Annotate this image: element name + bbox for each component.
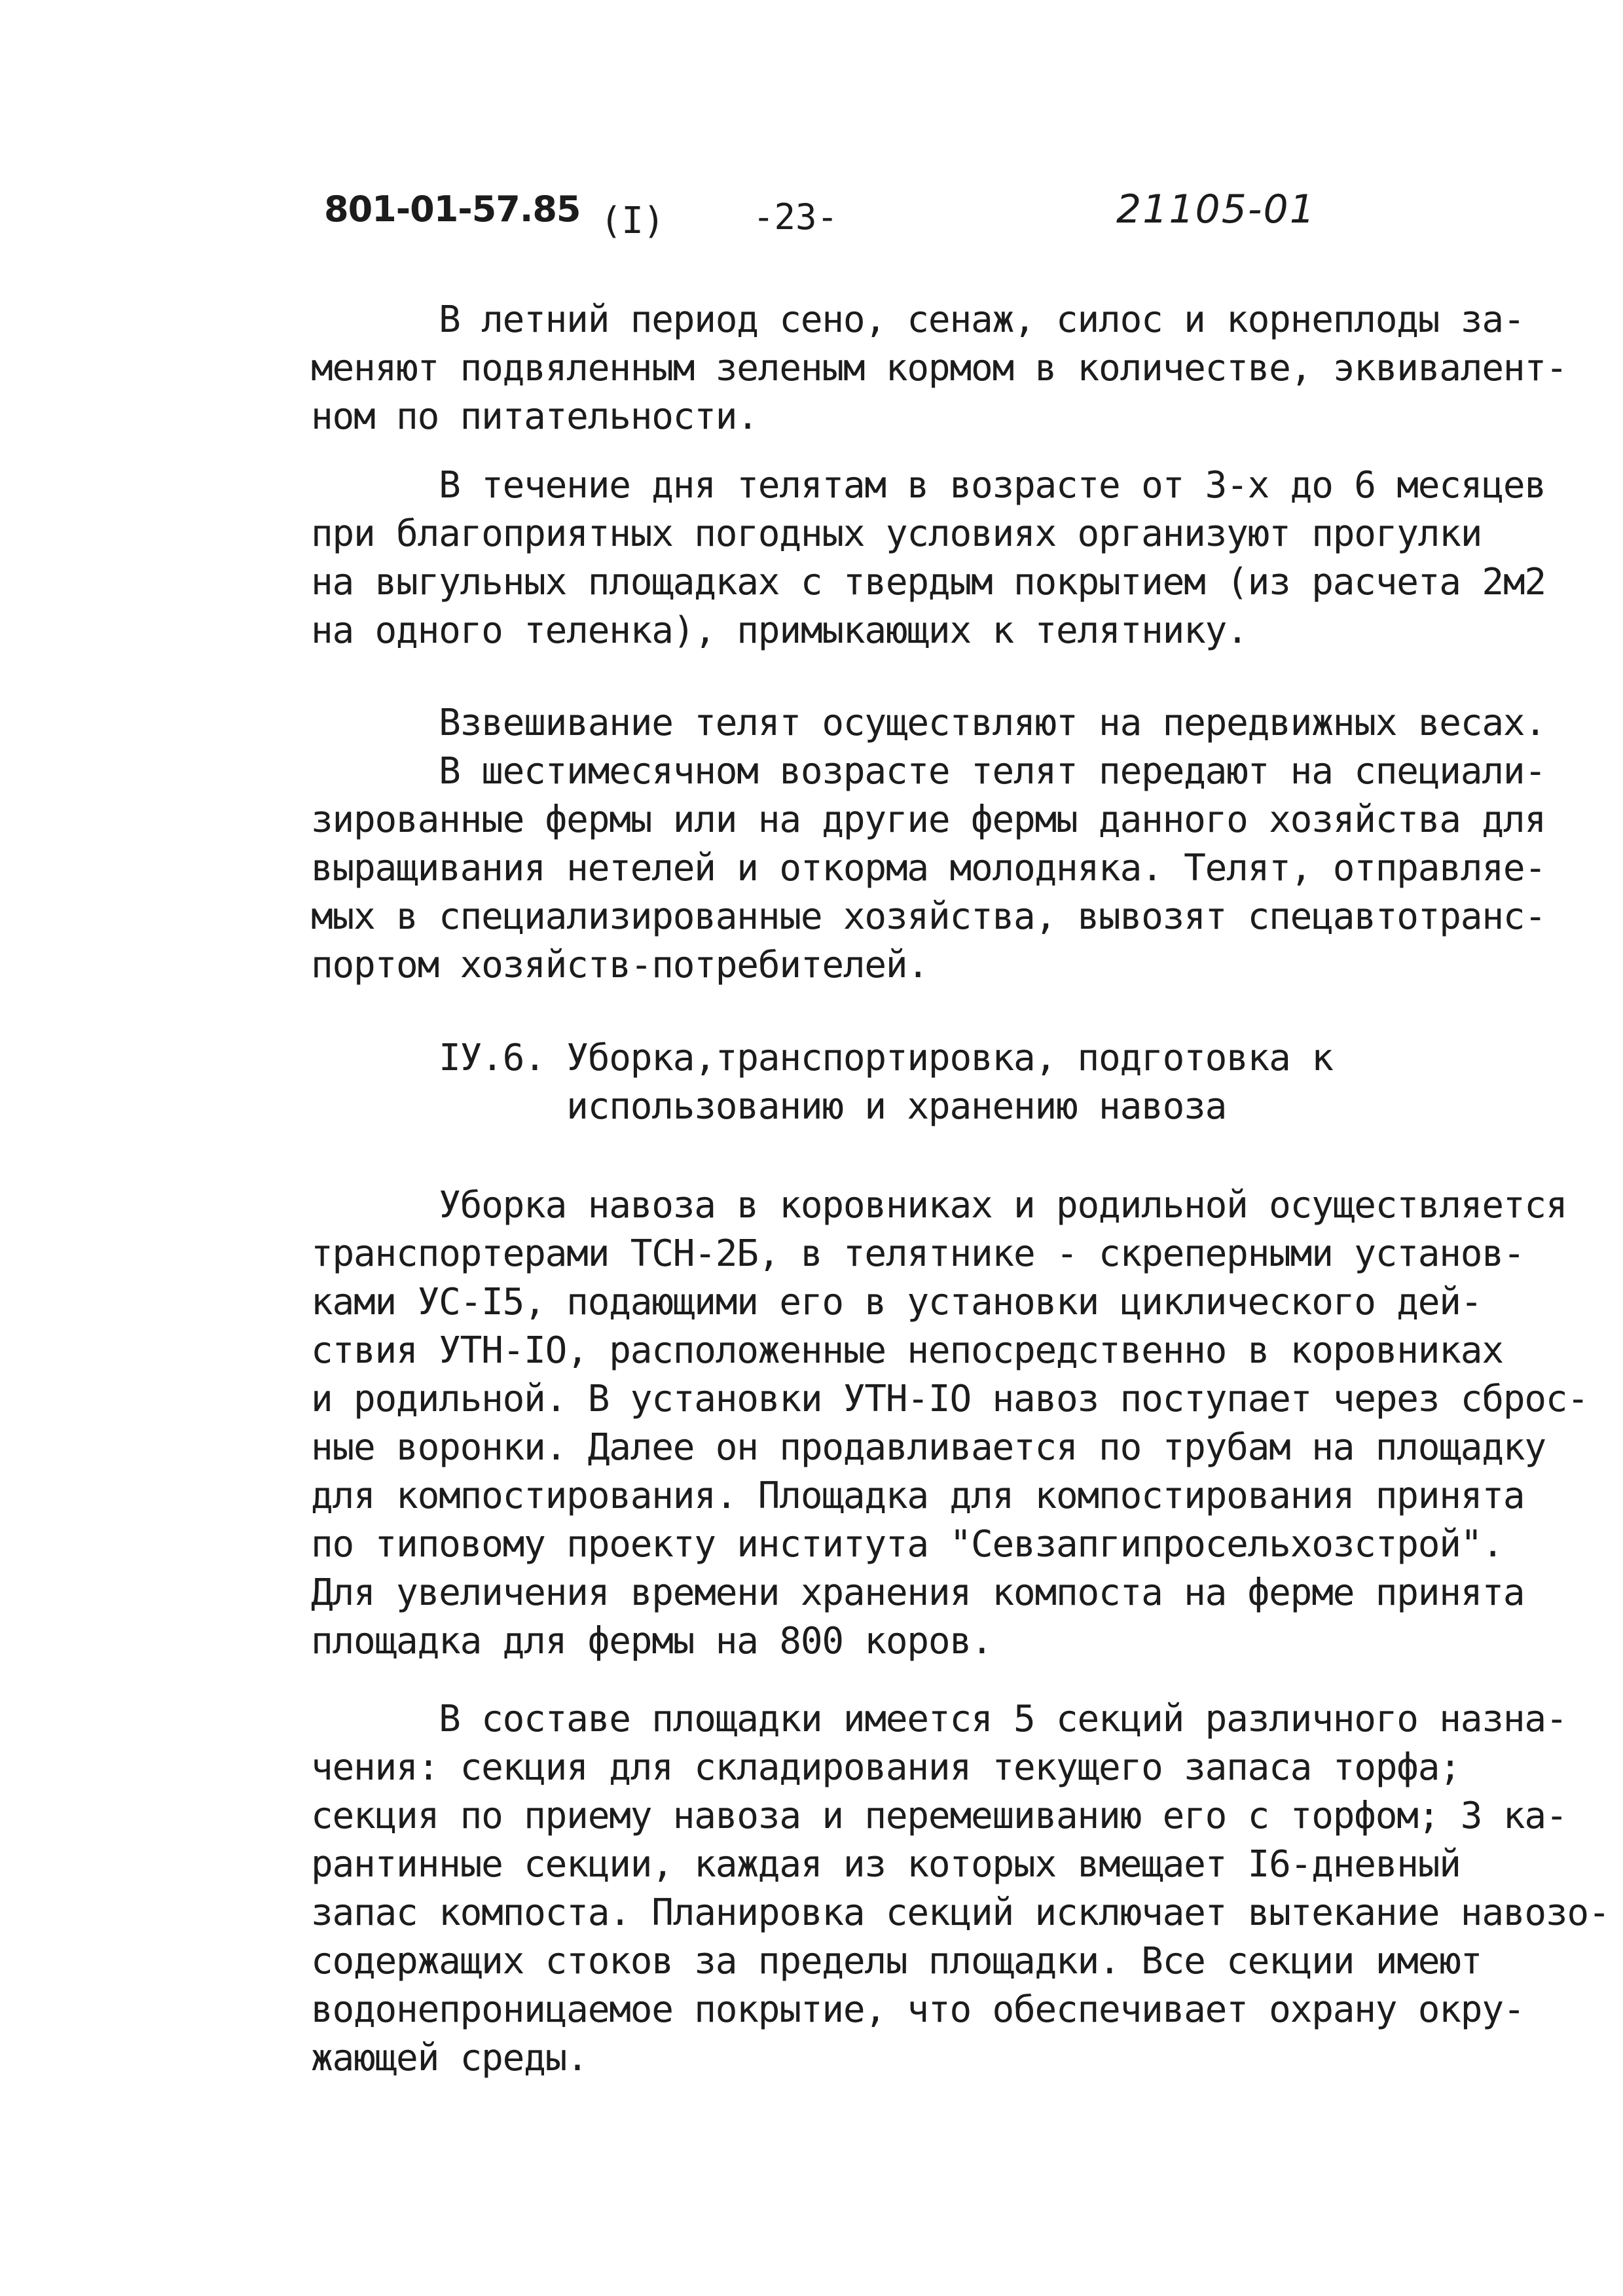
text-line: Для увеличения времени хранения компоста на ферме принята bbox=[311, 1571, 1525, 1614]
text-line: В течение дня телятам в возрасте от 3-х до 6 месяцев bbox=[311, 464, 1546, 507]
heading-line: использованию и хранению навоза bbox=[311, 1085, 1227, 1128]
text-line: В составе площадки имеется 5 секций различного назна- bbox=[311, 1698, 1567, 1740]
text-line: и родильной. В установки УТН-IO навоз поступает через сброс- bbox=[311, 1378, 1588, 1420]
text-line: портом хозяйств-потребителей. bbox=[311, 944, 928, 986]
text-line: запас компоста. Планировка секций исключает вытекание навозо- bbox=[311, 1892, 1610, 1934]
text-line: на выгульных площадках с твердым покрытием (из расчета 2м2 bbox=[311, 561, 1546, 603]
text-line: чения: секция для складирования текущего запаса торфа; bbox=[311, 1746, 1461, 1789]
paragraph-weighing bbox=[311, 699, 1555, 990]
text-line: Взвешивание телят осуществляют на передвижных весах. bbox=[311, 702, 1546, 744]
text-line: жающей среды. bbox=[311, 2037, 588, 2079]
paragraph-summer-feed bbox=[311, 296, 1567, 441]
text-line: на одного теленка), примыкающих к телятнику. bbox=[311, 609, 1248, 652]
text-line: площадка для фермы на 800 коров. bbox=[311, 1620, 993, 1662]
text-line: ном по питательности. bbox=[311, 395, 758, 438]
text-line: содержащих стоков за пределы площадки. Все секции имеют bbox=[311, 1940, 1482, 1982]
text-line: секция по приему навоза и перемешиванию его с торфом; 3 ка- bbox=[311, 1795, 1567, 1837]
text-line: В шестимесячном возрасте телят передают на специали- bbox=[311, 750, 1546, 793]
text-line: для компостирования. Площадка для компостирования принята bbox=[311, 1475, 1525, 1517]
text-line: меняют подвяленным зеленым кормом в количестве, эквивалент- bbox=[311, 347, 1567, 389]
text-line: ствия УТН-IO, расположенные непосредственно в коровниках bbox=[311, 1329, 1503, 1372]
text-line: выращивания нетелей и откорма молодняка. Телят, отправляе- bbox=[311, 847, 1546, 889]
document-code bbox=[324, 188, 665, 242]
paragraph-calf-walks bbox=[311, 461, 1555, 655]
heading-line: IУ.6. Уборка,транспортировка, подготовка к bbox=[311, 1037, 1333, 1079]
section-heading bbox=[311, 1034, 1555, 1131]
document-code-number: 801-01-57.85 bbox=[324, 188, 581, 230]
text-line: рантинные секции, каждая из которых вмещает I6-дневный bbox=[311, 1843, 1461, 1886]
text-line: ками УС-I5, подающими его в установки циклического дей- bbox=[311, 1281, 1482, 1323]
document-issue: (I) bbox=[600, 200, 665, 242]
text-line: Уборка навоза в коровниках и родильной осуществляется bbox=[311, 1184, 1567, 1227]
text-line: при благоприятных погодных условиях организуют прогулки bbox=[311, 512, 1482, 555]
text-line: мых в специализированные хозяйства, вывозят спецавтотранс- bbox=[311, 895, 1546, 938]
text-line: зированные фермы или на другие фермы данного хозяйства для bbox=[311, 798, 1546, 841]
text-line: по типовому проекту института "Севзапгипросельхозстрой". bbox=[311, 1523, 1503, 1566]
text-line: транспортерами ТСН-2Б, в телятнике - скреперными установ- bbox=[311, 1232, 1525, 1275]
page-number: -23- bbox=[753, 196, 839, 238]
sheet-code: 21105-01 bbox=[1116, 187, 1316, 232]
text-line: В летний период сено, сенаж, силос и корнеплоды за- bbox=[311, 298, 1525, 341]
paragraph-manure-removal bbox=[311, 1181, 1588, 1666]
paragraph-site-sections bbox=[311, 1695, 1610, 2083]
text-line: ные воронки. Далее он продавливается по трубам на площадку bbox=[311, 1426, 1546, 1469]
text-line: водонепроницаемое покрытие, что обеспечивает охрану окру- bbox=[311, 1988, 1525, 2031]
